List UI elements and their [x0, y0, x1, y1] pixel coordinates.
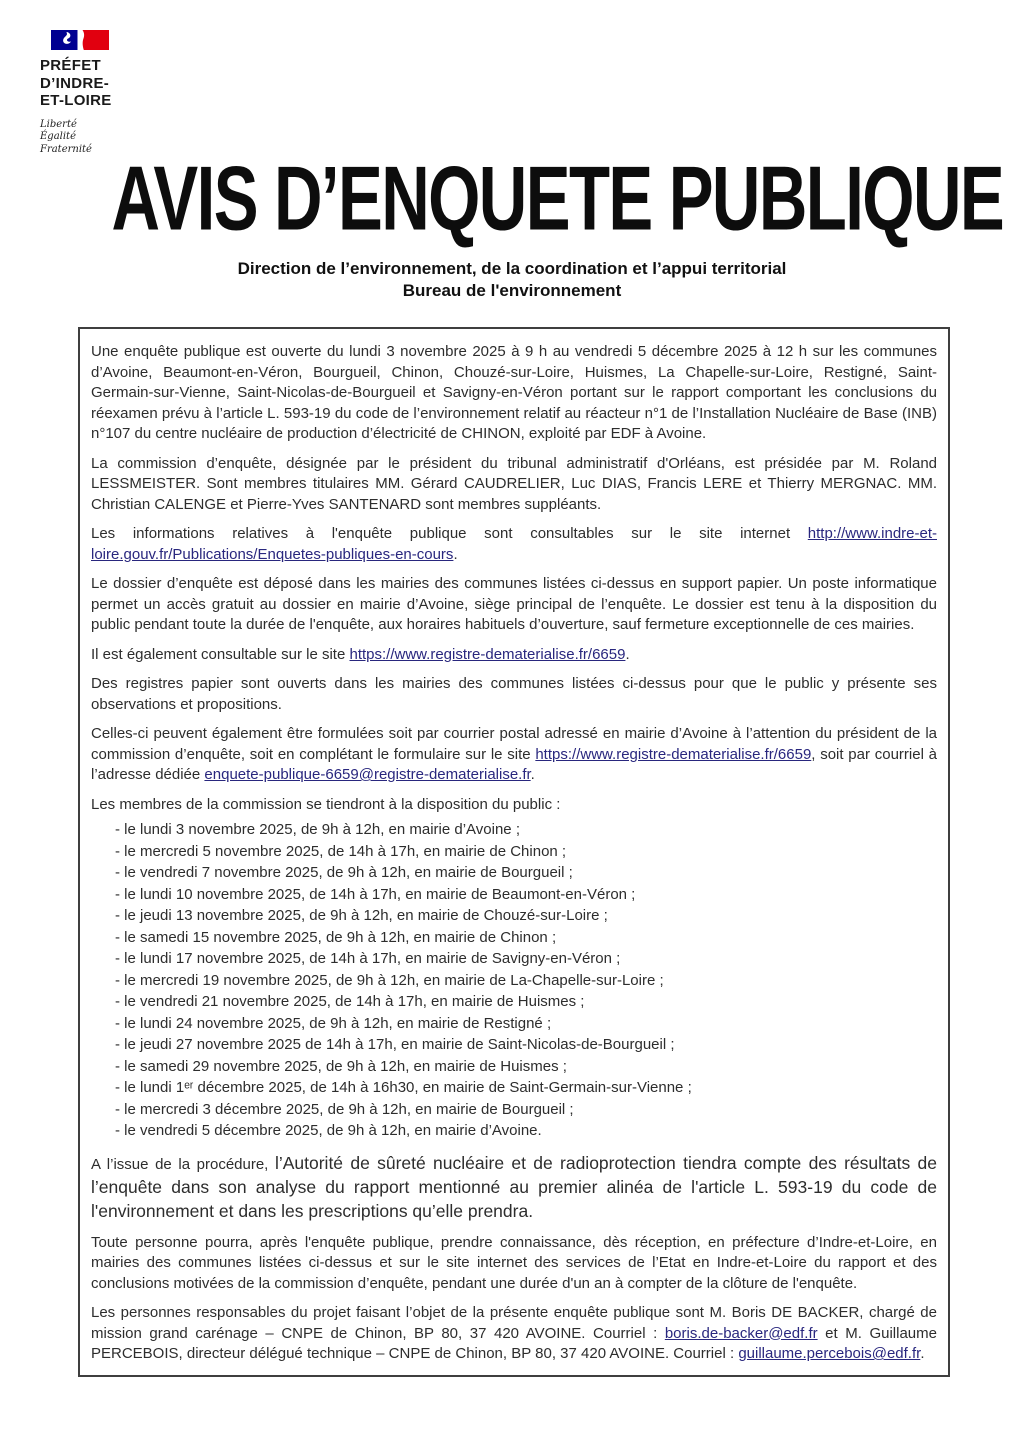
paragraph-observations — [91, 724, 937, 786]
republic-motto — [40, 119, 112, 157]
paragraph-registre-end: . — [625, 645, 630, 663]
prefecture-name-line1: PRÉFET — [40, 57, 101, 74]
schedule-item: - le lundi 3 novembre 2025, de 9h à 12h, en mairie d’Avoine ; — [115, 821, 520, 838]
schedule-item: - le mercredi 3 décembre 2025, de 9h à 12h, en mairie de Bourgueil ; — [115, 1100, 574, 1118]
schedule-item: - le mercredi 5 novembre 2025, de 14h à 17h, en mairie de Chinon ; — [115, 842, 567, 860]
page-subtitle — [0, 258, 1024, 302]
backer-email-link[interactable]: boris.de-backer@edf.fr — [664, 1324, 818, 1342]
schedule-list — [91, 819, 937, 1142]
schedule-item: - le vendredi 7 novembre 2025, de 9h à 12h, en mairie de Bourgueil ; — [115, 864, 573, 881]
paragraph-responsables-text2: et M. Guillaume PERCEBOIS, directeur délégué technique – CNPE de Chinon, BP 80, 37 420 AVOINE. Courriel : — [91, 1324, 937, 1362]
schedule-item: - le jeudi 27 novembre 2025 de 14h à 17h, en mairie de Saint-Nicolas-de-Bourgueil ; — [115, 1036, 675, 1053]
schedule-item: - le samedi 29 novembre 2025, de 9h à 12h, en mairie de Huismes ; — [115, 1057, 567, 1075]
motto-liberte: Liberté — [40, 118, 77, 130]
page-title: AVIS D’ENQUETE PUBLIQUE — [111, 147, 1004, 249]
paragraph-responsables-text1: Les personnes responsables du projet faisant l’objet de la présente enquête publique sont M. Boris DE BACKER, chargé de mission grand carénage – CNPE de Chinon, BP 80, 37 420 AVOINE. Courriel : — [91, 1304, 937, 1342]
schedule-item: - le vendredi 21 novembre 2025, de 14h à 17h, en mairie de Huismes ; — [115, 993, 585, 1010]
schedule-item: - le lundi 10 novembre 2025, de 14h à 17h, en mairie de Beaumont-en-Véron ; — [115, 885, 636, 903]
prefecture-logo — [40, 30, 112, 156]
paragraph-registre-text: Il est également consultable sur le site — [91, 645, 350, 663]
prefecture-name-line3: ET-LOIRE — [40, 92, 112, 109]
paragraph-issue-procedure — [91, 1152, 937, 1224]
paragraph-registre-site — [91, 645, 937, 666]
paragraph-responsables — [91, 1303, 937, 1365]
subtitle-direction: Direction de l’environnement, de la coordination et l’appui territorial — [237, 259, 787, 278]
prefecture-name — [40, 57, 112, 110]
schedule-item: - le lundi 24 novembre 2025, de 9h à 12h, en mairie de Restigné ; — [115, 1014, 552, 1032]
schedule-item: - le lundi 17 novembre 2025, de 14h à 17h, en mairie de Savigny-en-Véron ; — [115, 950, 621, 967]
paragraph-issue-main: l’Autorité de sûreté nucléaire et de radioprotection tiendra compte des résultats de l’enquête dans son analyse du rapport mentionné au premier alinéa de l'article L. 593-19 du code de l'environnement et dans les prescriptions qu’elle prendra. — [91, 1152, 937, 1221]
motto-egalite: Égalité — [40, 131, 76, 142]
paragraph-observations-text1: Celles-ci peuvent également être formulées soit par courrier postal adressé en mairie d’Avoine à l’attention du président de la commission d’enquête, soit en complétant le formulaire sur le site — [91, 725, 937, 763]
paragraph-info-end: . — [453, 545, 458, 563]
paragraph-info-text: Les informations relatives à l'enquête publique sont consultables sur le site internet — [91, 525, 808, 542]
notice-box — [78, 327, 950, 1377]
paragraph-responsables-end: . — [920, 1345, 925, 1362]
paragraph-issue-lead: A l’issue de la procédure, — [91, 1155, 275, 1173]
paragraph-commission: La commission d’enquête, désignée par le président du tribunal administratif d'Orléans, est présidée par M. Roland LESSMEISTER. Sont membres titulaires MM. Gérard CAUDRELIER, Luc DIAS, Francis LERE et Thierry MERGNAC. MM. Christian CALENGE et Pierre-Yves SANTENARD sont membres suppléants. — [91, 454, 937, 513]
prefecture-website-link[interactable]: http://www.indre-et-loire.gouv.fr/Publications/Enquetes-publiques-en-cours — [91, 525, 937, 563]
paragraph-observations-end: . — [530, 766, 535, 783]
prefecture-name-line2: D’INDRE- — [40, 74, 110, 92]
schedule-item: - le samedi 15 novembre 2025, de 9h à 12h, en mairie de Chinon ; — [115, 928, 557, 946]
registre-dematerialise-link-2[interactable]: https://www.registre-dematerialise.fr/6659 — [535, 745, 812, 763]
schedule-item: - le jeudi 13 novembre 2025, de 9h à 12h, en mairie de Chouzé-sur-Loire ; — [115, 907, 608, 924]
percebois-email-link[interactable]: guillaume.percebois@edf.fr — [738, 1345, 921, 1362]
paragraph-dossier: Le dossier d’enquête est déposé dans les mairies des communes listées ci-dessus en support papier. Un poste informatique permet un accès gratuit au dossier en mairie d’Avoine, siège principal de l’enquête. Le dossier est tenu à la disposition du public pendant toute la durée de l'enquête, aux horaires habituels d’ouverture, sauf fermeture exceptionnelle de ces mairies. — [91, 575, 937, 633]
paragraph-info-site — [91, 524, 937, 565]
schedule-intro: Les membres de la commission se tiendront à la disposition du public : — [91, 795, 561, 813]
motto-fraternite: Fraternité — [40, 143, 92, 155]
paragraph-consultation: Toute personne pourra, après l'enquête publique, prendre connaissance, dès réception, en préfecture d’Indre-et-Loire, en mairies des communes listées ci-dessus et sur le site internet des services de l’Etat en Indre-et-Loire du rapport et des conclusions motivées de la commission d’enquête, pendant une durée d'un an à compter de la clôture de l'enquête. — [91, 1233, 937, 1292]
paragraph-observations-text2: , soit par courriel à l’adresse dédiée — [91, 745, 937, 783]
schedule-item: - le mercredi 19 novembre 2025, de 9h à 12h, en mairie de La-Chapelle-sur-Loire ; — [115, 971, 664, 989]
paragraph-registres-papier: Des registres papier sont ouverts dans les mairies des communes listées ci-dessus pour que le public y présente ses observations et propositions. — [91, 675, 937, 713]
french-flag-icon — [51, 30, 112, 50]
schedule-item: - le vendredi 5 décembre 2025, de 9h à 12h, en mairie d’Avoine. — [115, 1122, 542, 1139]
schedule-item: - le lundi 1ᵉʳ décembre 2025, de 14h à 16h30, en mairie de Saint-Germain-sur-Vienne ; — [115, 1079, 692, 1096]
registre-dematerialise-link[interactable]: https://www.registre-dematerialise.fr/6659 — [349, 645, 626, 663]
enquete-email-link[interactable]: enquete-publique-6659@registre-dematerialise.fr — [204, 766, 531, 783]
paragraph-opening: Une enquête publique est ouverte du lundi 3 novembre 2025 à 9 h au vendredi 5 décembre 2025 à 12 h sur les communes d’Avoine, Beaumont-en-Véron, Bourgueil, Chinon, Chouzé-sur-Loire, Huismes, La Chapelle-sur-Loire, Restigné, Saint-Germain-sur-Vienne, Saint-Nicolas-de-Bourgueil et Savigny-en-Véron portant sur le rapport comportant les conclusions du réexamen prévu à l’article L. 593-19 du code de l’environnement relatif au réacteur n°1 de l’Installation Nucléaire de Base (INB) n°107 du centre nucléaire de production d’électricité de CHINON, exploité par EDF à Avoine. — [91, 343, 937, 442]
subtitle-bureau: Bureau de l'environnement — [402, 281, 622, 300]
